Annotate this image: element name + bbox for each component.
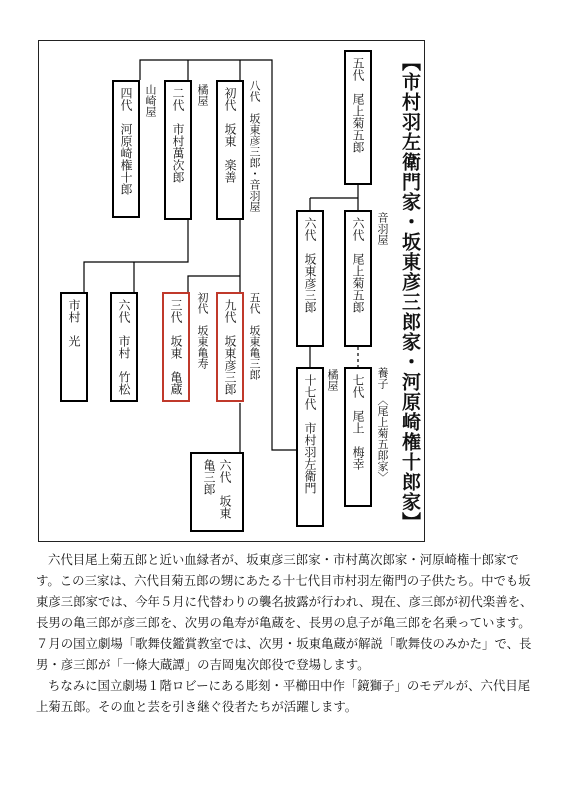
label-rakuzen-former: 八代 坂東彦三郎・音羽屋 [248, 80, 261, 212]
rakuzen1-name: 初代 坂東 楽善 [223, 87, 237, 183]
kikugoro5-box [344, 50, 372, 185]
hikosaburo9-name: 九代 坂東彦三郎 [223, 299, 237, 395]
line-rakuzen1-sons [188, 220, 240, 292]
baiko7-name: 七代 尾上 梅幸 [351, 374, 365, 470]
label-yamazakiya: 山崎屋 [144, 84, 157, 117]
label-tachibanaya-manjiro: 橘屋 [196, 84, 209, 106]
hikaru-box [60, 292, 88, 402]
label-kamesaburo5: 五代 坂東亀三郎 [248, 292, 261, 380]
label-kametoshi: 初代 坂東亀寿 [196, 292, 209, 369]
kikugoro6-name: 六代 尾上菊五郎 [351, 217, 365, 313]
label-otowaya: 音羽屋 [376, 212, 389, 245]
line-manjiro2-sons [84, 220, 188, 292]
hikosaburo6-box [296, 210, 324, 347]
label-tachibanaya-uzaemon: 橘屋 [326, 369, 339, 391]
kamesaburo6-name: 六代 坂東亀三郎 [202, 459, 232, 519]
uzaemon17-name: 十七代 市村羽左衛門 [303, 374, 317, 494]
hikaru-name: 市村 光 [67, 299, 81, 347]
kamezo3-name: 三代 坂東 亀蔵 [169, 299, 183, 395]
diagram-title: 【市村羽左衛門家・坂東彦三郎家・河原崎権十郎家】 [399, 52, 421, 532]
hikosaburo6-name: 六代 坂東彦三郎 [303, 217, 317, 313]
gonjuro4-box [112, 80, 140, 218]
kamesaburo6-box [190, 452, 244, 532]
gonjuro4-name: 四代 河原崎権十郎 [119, 87, 133, 195]
kamezo3-box [162, 292, 190, 402]
hikosaburo9-box [216, 292, 244, 402]
kikugoro6-box [344, 210, 372, 347]
rakuzen1-box [216, 80, 244, 220]
chikumatsu6-name: 六代 市村 竹松 [117, 299, 131, 395]
label-adopted: 養子 〈尾上菊五郎家〉 [376, 367, 389, 483]
chikumatsu6-box [110, 292, 138, 402]
kikugoro5-name: 五代 尾上菊五郎 [351, 57, 365, 153]
baiko7-box [344, 367, 372, 507]
uzaemon17-box [296, 367, 324, 527]
manjiro2-box [164, 80, 192, 220]
body-paragraph-2: ちなみに国立劇場１階ロビーにある彫刻・平櫛田中作「鏡獅子」のモデルが、六代目尾上菊五郎。その血と芸を引き継ぐ役者たちが活躍します。 [36, 678, 531, 714]
manjiro2-name: 二代 市村萬次郎 [171, 87, 185, 183]
body-paragraph-1: 六代目尾上菊五郎と近い血縁者が、坂東彦三郎家・市村萬次郎家・河原崎権十郎家です。この三家は、六代目菊五郎の甥にあたる十七代目市村羽左衛門の子供たち。中でも坂東彦三郎家では、今年５月に代替わりの襲名披露が行われ、現在、彦三郎が初代楽善を、長男の亀三郎が彦三郎を、次男の亀寿が亀蔵を、長男の息子が亀三郎を名乗っています。７月の国立劇場「歌舞伎鑑賞教室では、次男・坂東亀蔵が解説「歌舞伎のみかた」で、長男・彦三郎が「一條大蔵譚」の吉岡鬼次郎役で登場します。 [36, 552, 533, 672]
line-kikugoro5-children [310, 185, 358, 210]
body-text [36, 549, 536, 717]
